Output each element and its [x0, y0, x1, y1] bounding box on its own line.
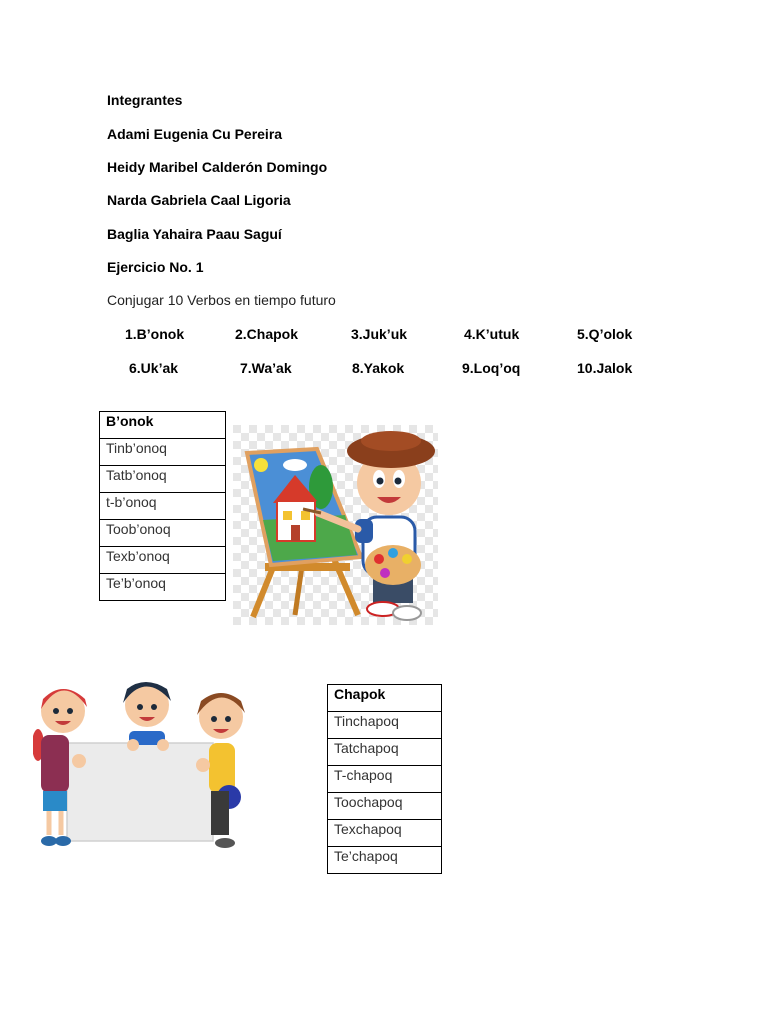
member-name: Narda Gabriela Caal Ligoria	[107, 192, 291, 208]
member-name: Adami Eugenia Cu Pereira	[107, 126, 283, 142]
verb-item: 9.Loq’oq	[462, 360, 521, 376]
verb-item: 3.Juk’uk	[351, 326, 408, 342]
table-cell: t-b’onoq	[100, 493, 226, 520]
table-cell: Toochapoq	[328, 793, 442, 820]
table-header: B’onok	[100, 412, 226, 439]
table-cell: Te’chapoq	[328, 847, 442, 874]
verb-item: 6.Uk’ak	[129, 360, 179, 376]
verb-item: 2.Chapok	[235, 326, 299, 342]
exercise-title: Ejercicio No. 1	[107, 259, 204, 275]
verb-item: 8.Yakok	[352, 360, 405, 376]
painter-boy-image	[233, 425, 438, 625]
member-name: Heidy Maribel Calderón Domingo	[107, 159, 328, 175]
member-name: Baglia Yahaira Paau Saguí	[107, 226, 282, 242]
table-cell: T-chapoq	[328, 766, 442, 793]
table-cell: Texchapoq	[328, 820, 442, 847]
members-heading: Integrantes	[107, 92, 183, 108]
verb-item: 7.Wa’ak	[240, 360, 292, 376]
table-cell: Tatchapoq	[328, 739, 442, 766]
verb-item: 1.B’onok	[125, 326, 185, 342]
table-cell: Tinchapoq	[328, 712, 442, 739]
table-cell: Toob’onoq	[100, 520, 226, 547]
table-header: Chapok	[328, 685, 442, 712]
table-cell: Te’b’onoq	[100, 574, 226, 601]
verb-item: 5.Q’olok	[577, 326, 633, 342]
verb-item: 4.K’utuk	[464, 326, 520, 342]
kids-sign-image	[33, 673, 248, 855]
verb-item: 10.Jalok	[577, 360, 633, 376]
conjugation-table-chapok	[327, 684, 442, 874]
table-cell: Texb’onoq	[100, 547, 226, 574]
conjugation-table-bonok	[99, 411, 226, 601]
table-cell: Tinb’onoq	[100, 439, 226, 466]
instruction-text: Conjugar 10 Verbos en tiempo futuro	[107, 292, 336, 308]
table-cell: Tatb’onoq	[100, 466, 226, 493]
